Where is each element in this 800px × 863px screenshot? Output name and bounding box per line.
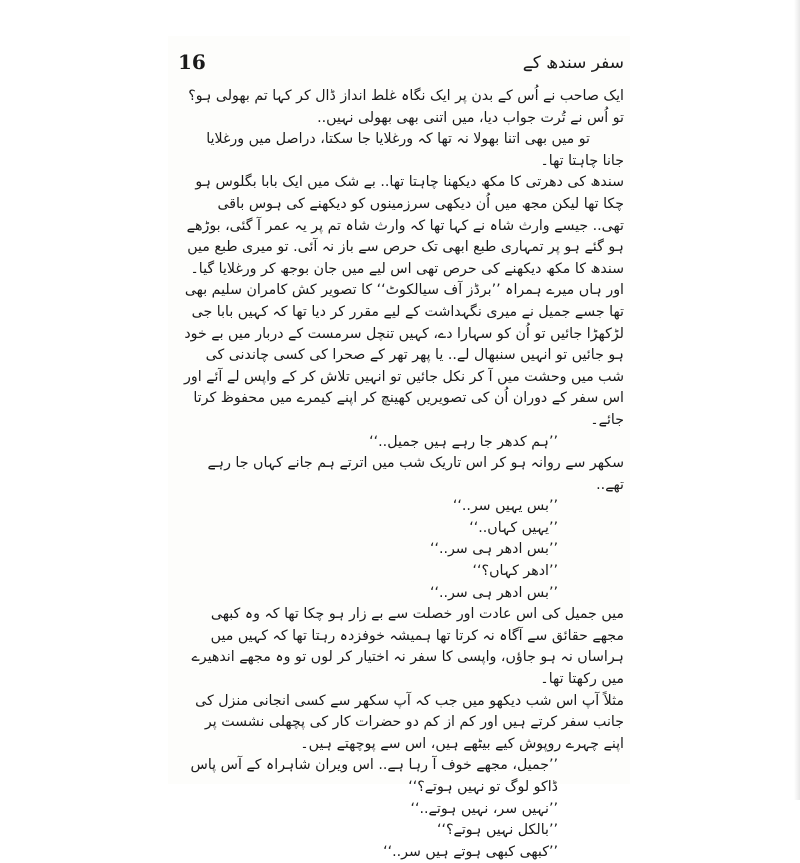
dialogue-line: ’’بالکل نہیں ہوتے؟‘‘ xyxy=(436,822,558,839)
dialogue-line: ’’ادھر کہاں؟‘‘ xyxy=(472,563,558,580)
paragraph: تو میں بھی اتنا بھولا نہ تھا کہ ورغلایا جا سکتا، دراصل میں ورغلایا جانا چاہتا تھا۔ xyxy=(206,131,624,169)
paragraph: ایک صاحب نے اُس کے بدن پر ایک نگاہ غلط انداز ڈال کر کہا تم بھولی ہو؟ تو اُس نے تُرت جواب دیا، میں اتنی بھی بھولی نہیں.. xyxy=(188,88,624,126)
paragraph: مثلاً آپ اس شب دیکھو میں جب کہ آپ سکھر سے کسی انجانی منزل کی جانب سفر کرتے ہیں اور کم از کم دو حضرات کار کی پچھلی نشست پر اپنے چہرے روپوش کیے بیٹھے ہیں، اس سے پوچھتے ہیں۔ xyxy=(195,692,624,752)
dialogue-line: ’’بس ادھر ہی سر..‘‘ xyxy=(429,541,558,558)
paragraph: سندھ کی دھرتی کا مکھ دیکھنا چاہتا تھا.. بے شک میں ایک بابا بگلوس ہو چکا تھا لیکن مجھ میں اُن دیکھی سرزمینوں کو دیکھنے کی ہوس باقی تھی.. جیسے وارث شاہ نے کہا تھا کہ وارث شاہ تم پر یہ عمر آ گئی، بوڑھے ہو گئے ہو پر تمہاری طبع ابھی تک حرص سے باز نہ آئی. تو میری طبع میں سندھ کا مکھ دیکھنے کی حرص تھی اس لیے میں جان بوجھ کر ورغلایا گیا۔ xyxy=(186,174,624,277)
paragraph: میں جمیل کی اس عادت اور خصلت سے بے زار ہو چکا تھا کہ وہ کبھی مجھے حقائق سے آگاہ نہ کرتا تھا ہمیشہ خوفزدہ رہتا تھا کہ کہیں میں ہراساں نہ ہو جاؤں، واپسی کا سفر نہ اختیار کر لوں تو وہ مجھے اندھیرے میں رکھتا تھا۔ xyxy=(191,606,624,688)
dialogue-line: ’’یہیں کہاں..‘‘ xyxy=(469,519,558,536)
paragraph: اور ہاں میرے ہمراہ ’’برڈز آف سیالکوٹ‘‘ کا تصویر کش کامران سلیم بھی تھا جسے جمیل نے میری نگہداشت کے لیے مقرر کر دیا تھا کہ کہیں بابا جی لڑکھڑا جائیں تو اُن کو سہارا دے، کہیں تنچل سرمست کے دربار میں بے خود ہو جائیں تو انہیں سنبھال لے.. یا پھر تھر کے صحرا کی کسی چاندنی کی شب میں وحشت میں آ کر نکل جائیں تو انہیں تلاش کر کے واپس لے آئے اور اس سفر کے دوران اُن کی تصویریں کھینچ کر اپنے کیمرے میں محفوظ کرتا جائے۔ xyxy=(184,282,624,428)
running-title: سفر سندھ کے xyxy=(522,53,624,73)
dialogue-line: ’’نہیں سر، نہیں ہوتے..‘‘ xyxy=(410,800,558,817)
page-header xyxy=(168,50,630,84)
paragraph: سکھر سے روانہ ہو کر اس تاریک شب میں اترتے ہم جانے کہاں جا رہے تھے.. xyxy=(207,455,624,493)
dialogue-line: ’’بس ادھر ہی سر..‘‘ xyxy=(429,584,558,601)
dialogue-line: ’’بس یہیں سر..‘‘ xyxy=(452,498,558,515)
dialogue-line: ’’ہم کدھر جا رہے ہیں جمیل..‘‘ xyxy=(369,433,558,450)
dialogue-line: ’’جمیل، مجھے خوف آ رہا ہے.. اس ویران شاہراہ کے آس پاس ڈاکو لوگ تو نہیں ہوتے؟‘‘ xyxy=(190,757,558,795)
page-number: 16 xyxy=(178,50,206,74)
dialogue-line: ’’کبھی کبھی ہوتے ہیں سر..‘‘ xyxy=(383,843,558,860)
book-page xyxy=(168,36,630,860)
page-body xyxy=(182,86,624,863)
page-edge xyxy=(794,0,800,800)
